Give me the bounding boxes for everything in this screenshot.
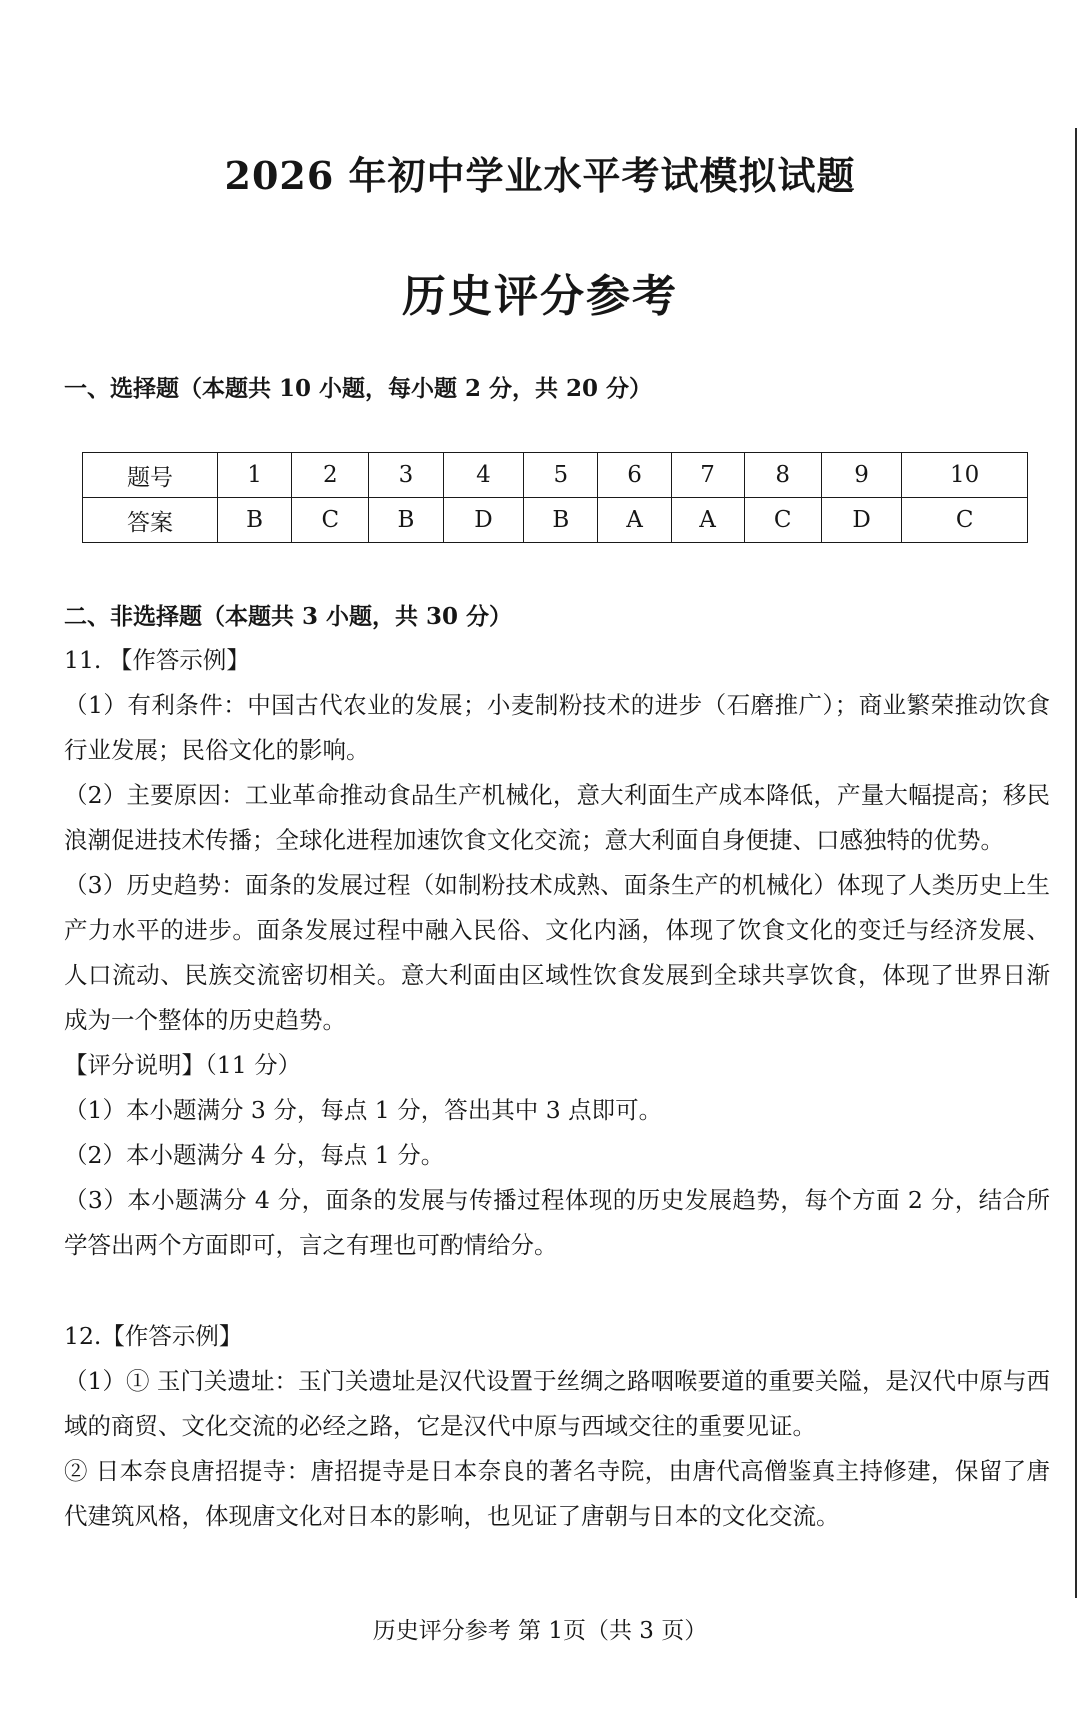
question-number-cell: 2 [292, 453, 369, 498]
question-number-cell: 10 [902, 453, 1028, 498]
answer-cell: D [821, 498, 902, 543]
question-number-cell: 1 [218, 453, 292, 498]
answer-cell: B [369, 498, 443, 543]
q12-answer-1: （1）① 玉门关遗址：玉门关遗址是汉代设置于丝绸之路咽喉要道的重要关隘，是汉代中原与西域的商贸、文化交流的必经之路，它是汉代中原与西域交往的重要见证。 [64, 1367, 1050, 1440]
q11-answer-2: （2）主要原因：工业革命推动食品生产机械化，意大利面生产成本降低，产量大幅提高；移民浪潮促进技术传播；全球化进程加速饮食文化交流；意大利面自身便捷、口感独特的优势。 [64, 781, 1050, 854]
section-1-heading: 一、选择题（本题共 10 小题，每小题 2 分，共 20 分） [64, 375, 653, 402]
table-row-answers [83, 498, 1028, 543]
q11-scoring-3: （3）本小题满分 4 分，面条的发展与传播过程体现的历史发展趋势，每个方面 2 分，结合所学答出两个方面即可，言之有理也可酌情给分。 [64, 1186, 1050, 1259]
question-number-cell: 5 [524, 453, 598, 498]
answer-cell: D [443, 498, 524, 543]
answer-cell: A [671, 498, 744, 543]
document-subtitle: 历史评分参考 [402, 271, 678, 322]
q11-scoring-1: （1）本小题满分 3 分，每点 1 分，答出其中 3 点即可。 [64, 1096, 663, 1124]
row-label-answer: 答案 [83, 498, 218, 543]
spacer [64, 1268, 1050, 1314]
question-number-cell: 7 [671, 453, 744, 498]
q11-scoring-2: （2）本小题满分 4 分，每点 1 分。 [64, 1141, 445, 1169]
q12-answer-2: ② 日本奈良唐招提寺：唐招提寺是日本奈良的著名寺院，由唐代高僧鉴真主持修建，保留了唐代建筑风格，体现唐文化对日本的影响，也见证了唐朝与日本的文化交流。 [64, 1457, 1050, 1530]
row-label-number: 题号 [83, 453, 218, 498]
answer-cell: B [218, 498, 292, 543]
page-edge-line [1075, 128, 1077, 1598]
section-2-content [64, 638, 1050, 1539]
question-number-cell: 9 [821, 453, 902, 498]
question-number-cell: 4 [443, 453, 524, 498]
q11-answer-3: （3）历史趋势：面条的发展过程（如制粉技术成熟、面条生产的机械化）体现了人类历史上生产力水平的进步。面条发展过程中融入民俗、文化内涵，体现了饮食文化的变迁与经济发展、人口流动、民族交流密切相关。意大利面由区域性饮食发展到全球共享饮食，体现了世界日渐成为一个整体的历史趋势。 [64, 871, 1050, 1034]
section-2-heading: 二、非选择题（本题共 3 小题，共 30 分） [64, 603, 513, 630]
answer-cell: C [292, 498, 369, 543]
answer-cell: C [744, 498, 821, 543]
page-footer: 历史评分参考 第 1页（共 3 页） [372, 1618, 708, 1644]
q12-label: 12.【作答示例】 [64, 1322, 243, 1350]
answer-cell: C [902, 498, 1028, 543]
question-number-cell: 8 [744, 453, 821, 498]
answer-table [82, 452, 1028, 543]
question-number-cell: 3 [369, 453, 443, 498]
table-row-numbers [83, 453, 1028, 498]
answer-cell: B [524, 498, 598, 543]
exam-title: 2026 年初中学业水平考试模拟试题 [224, 153, 856, 198]
q11-scoring-label: 【评分说明】（11 分） [64, 1051, 302, 1079]
q11-answer-1: （1）有利条件：中国古代农业的发展；小麦制粉技术的进步（石磨推广）；商业繁荣推动饮食行业发展；民俗文化的影响。 [64, 691, 1050, 764]
question-number-cell: 6 [598, 453, 671, 498]
answer-cell: A [598, 498, 671, 543]
q11-label: 11. 【作答示例】 [64, 646, 250, 674]
